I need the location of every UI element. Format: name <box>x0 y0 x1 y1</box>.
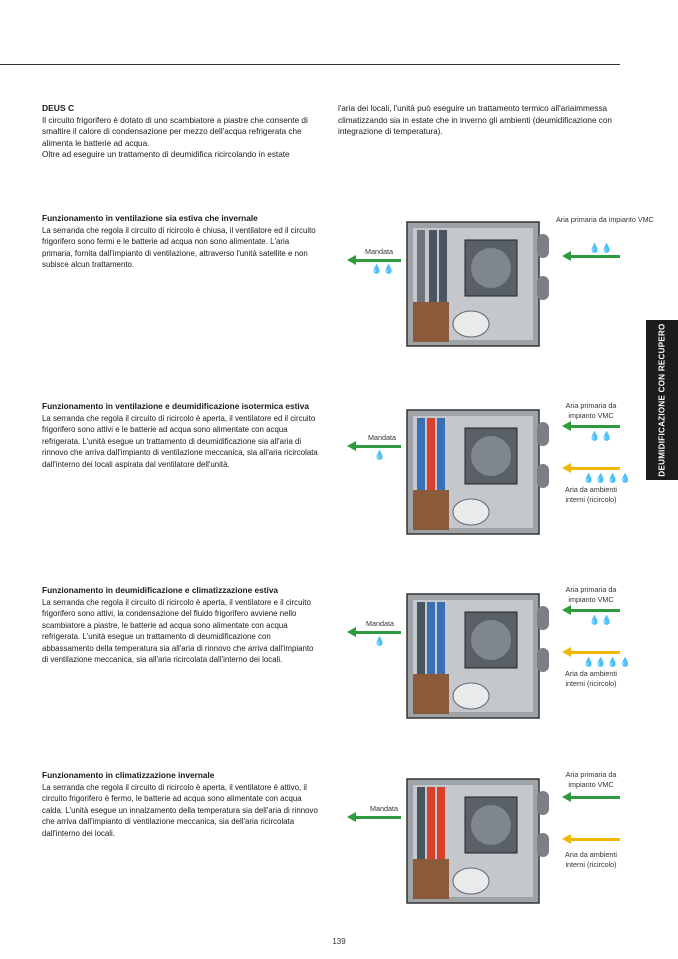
primary-air-arrow <box>570 796 620 799</box>
supply-arrow <box>355 631 401 634</box>
section-title: Funzionamento in ventilazione sia estiva che invernale <box>42 213 258 223</box>
label-recirc-air: Aria da ambienti interni (ricircolo) <box>565 485 617 504</box>
page-number: 139 <box>332 937 346 946</box>
section-title: Funzionamento in climatizzazione invernale <box>42 770 215 780</box>
water-drops-supply: 💧 <box>374 636 387 646</box>
side-tab-label: DEUMIDIFICAZIONE CON RECUPERO <box>657 323 667 477</box>
label-recirc-air: Aria da ambienti interni (ricircolo) <box>565 669 617 688</box>
section-body: La serranda che regola il circuito di ricircolo è chiusa, il ventilatore ed il circuito frigorifero sono fermi e le batterie ad acqua non sono alimentate. L'aria primaria, fornita dall'impianto di ventilazione, attraverso l'unità satellite e non subisce alcun trattamento. <box>42 225 316 269</box>
label-primary-air: Aria primaria da impianto VMC <box>556 215 654 224</box>
unit-diagram <box>405 404 553 544</box>
recirc-air-arrow <box>570 838 620 841</box>
supply-arrow <box>355 445 401 448</box>
label-supply: Mandata <box>365 247 393 256</box>
recirc-air-arrow <box>570 467 620 470</box>
label-primary-air: Aria primaria da impianto VMC <box>565 585 617 604</box>
unit-diagram <box>405 773 553 913</box>
primary-air-arrow <box>570 609 620 612</box>
unit-diagram <box>405 216 553 356</box>
water-drops-recirc: 💧💧💧💧 <box>583 473 632 483</box>
water-drops-recirc: 💧💧💧💧 <box>583 657 632 667</box>
intro-title: DEUS C <box>42 103 75 113</box>
section-text <box>42 401 320 470</box>
section-body: La serranda che regola il circuito di ricircolo è aperta, il ventilatore ed il circuito frigorifero sono attivi e le batterie ad acqua sono alimentate con acqua refrigerata. L'unità esegue un trattamento di deumidificazione sia all'aria di rinnovo che arriva dall'impianto di ventilazione meccanica, sia all'aria ricircolata dall'interno dei locali aspirata dal ventilatore dell'unità. <box>42 413 318 469</box>
water-drops-primary: 💧💧 <box>589 615 614 625</box>
section-body: La serranda che regola il circuito di ricircolo è aperta, il ventilatore e il circuito frigorifero sono attivi, la condensazione del fluido frigorifero avviene nello scambiatore a piastre, le batterie ad acqua sono alimentate con acqua refrigerata. L'unità esegue un trattamento di deumidificazione con abbassamento della temperatura sia all'aria di rinnovo che arriva dall'impianto di ventilazione meccanica, sia all'aria ricircolata dall'interno dei locali. <box>42 597 314 664</box>
side-tab <box>646 320 678 480</box>
primary-air-arrow <box>570 425 620 428</box>
intro-left-text-2: Oltre ad eseguire un trattamento di deumidifica ricircolando in estate <box>42 150 290 160</box>
supply-arrow <box>355 259 401 262</box>
water-drops-primary: 💧💧 <box>589 243 614 253</box>
section-text <box>42 213 320 271</box>
section-title: Funzionamento in deumidificazione e climatizzazione estiva <box>42 585 279 595</box>
section-body: La serranda che regola il circuito di ricircolo è aperta, il ventilatore è attivo, il circuito frigorifero è fermo, le batterie ad acqua sono alimentate con acqua calda. L'unità esegue un innalzamento della temperatura sia dell'aria di rinnovo che arriva dall'impianto di ventilazione meccanica, sia dell'aria ricircolata dall'interno dei locali. <box>42 782 318 838</box>
supply-arrow <box>355 816 401 819</box>
water-drops-primary: 💧💧 <box>589 431 614 441</box>
water-drops-supply: 💧 <box>374 450 387 460</box>
recirc-air-arrow <box>570 651 620 654</box>
water-drops-supply: 💧💧 <box>371 264 396 274</box>
label-primary-air: Aria primaria da impianto VMC <box>565 401 617 420</box>
intro-right-text: l'aria dei locali, l'unità può eseguire un trattamento termico all'ariaimmessa climatizzando sia in estate che in inverno gli ambienti (deumidificazione con integrazione di temperatura). <box>338 104 612 137</box>
label-primary-air: Aria primaria da impianto VMC <box>565 770 617 789</box>
top-rule <box>0 64 620 65</box>
intro-left-text: Il circuito frigorifero è dotato di uno scambiatore a piastre che consente di smaltire il calore di condensazione per mezzo dell'acqua refrigerata che alimenta le batterie ad acqua. <box>42 115 308 148</box>
intro-left-column <box>42 103 325 161</box>
label-supply: Mandata <box>370 804 398 813</box>
label-supply: Mandata <box>366 619 394 628</box>
label-supply: Mandata <box>368 433 396 442</box>
section-text <box>42 585 320 666</box>
label-recirc-air: Aria da ambienti interni (ricircolo) <box>565 850 617 869</box>
section-text <box>42 770 320 839</box>
section-title: Funzionamento in ventilazione e deumidificazione isotermica estiva <box>42 401 309 411</box>
intro-right-column <box>338 103 623 138</box>
unit-diagram <box>405 588 553 728</box>
primary-air-arrow <box>570 255 620 258</box>
